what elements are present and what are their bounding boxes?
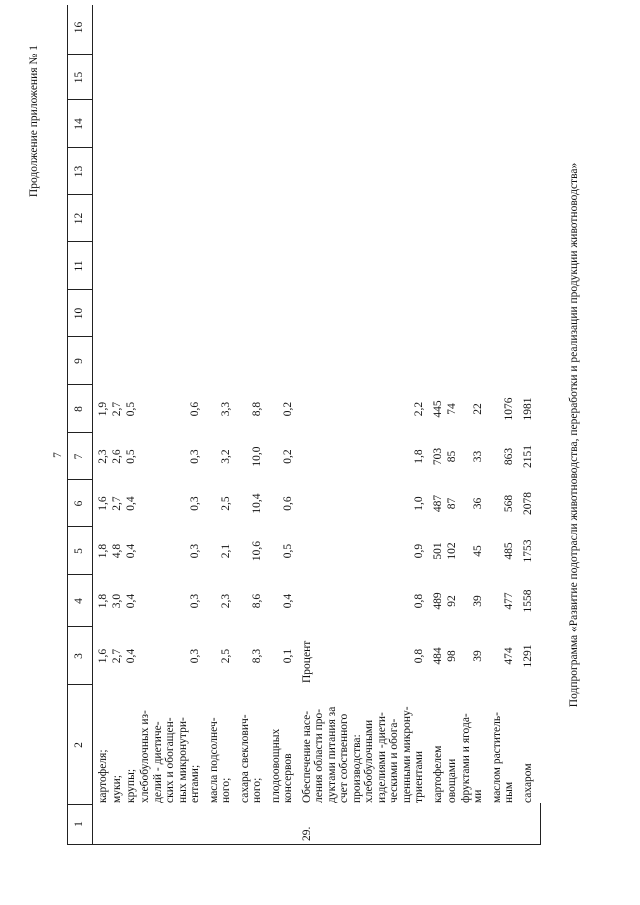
cell-value: 0,5: [125, 401, 137, 417]
cell-value: 474: [503, 647, 515, 665]
header-col-15: 15: [73, 71, 85, 84]
cell-value: 1,0: [413, 496, 425, 511]
cell-value: 1,8: [97, 543, 109, 559]
cell-value: 1,6: [97, 648, 109, 664]
row-label-line: ных микронутри-: [176, 717, 189, 803]
header-col-16: 16: [73, 21, 85, 34]
header-col-divider: [67, 289, 92, 290]
cell-value: 1076: [503, 397, 515, 421]
header-col-11: 11: [73, 260, 85, 272]
cell-value: 1291: [521, 644, 534, 668]
row-label-line: Обеспечение насе-: [300, 710, 313, 803]
header-col-divider: [67, 99, 92, 100]
cell-value: 10,6: [251, 540, 263, 562]
row-label-line: ми: [472, 789, 484, 803]
cell-value: 863: [503, 447, 515, 466]
header-col-7: 7: [73, 453, 85, 460]
cell-value: 1,6: [97, 496, 109, 511]
cell-value: 10,0: [251, 446, 263, 467]
cell-value: 1,8: [413, 449, 425, 464]
row-label-line: ентами;: [189, 764, 201, 803]
row-label-line: ских и обогащен-: [164, 717, 176, 803]
header-col-6: 6: [73, 500, 85, 507]
row-label-line: овощами: [445, 758, 458, 803]
header-col-5: 5: [73, 548, 85, 554]
row-label-line: хлебобулочными: [363, 719, 375, 803]
header-col-divider: [67, 54, 92, 55]
cell-value: 0,3: [189, 648, 201, 664]
cell-value: 10,4: [251, 493, 263, 514]
row-label-line: плодоовощных: [269, 728, 282, 803]
row-label-line: триентами: [413, 750, 425, 803]
row-label-line: ного;: [220, 777, 232, 803]
cell-value: 1,8: [97, 593, 109, 609]
cell-value: 36: [472, 497, 484, 510]
cell-value: 0,6: [189, 401, 201, 417]
row-label-line: сахара свеклович-: [238, 714, 251, 803]
row-label-line: картофелем: [431, 745, 444, 803]
cell-value: 0,1: [282, 648, 294, 664]
header-bottom-border: [92, 5, 93, 845]
cell-value: 39: [472, 650, 484, 662]
header-col-1: 1: [73, 821, 85, 827]
cell-value: 22: [472, 403, 484, 415]
cell-value: 4,8: [111, 543, 123, 559]
cell-value: 0,4: [282, 593, 294, 609]
row-label-line: производства:: [350, 734, 363, 803]
header-col-divider: [67, 479, 92, 480]
cell-value: 1981: [521, 397, 534, 421]
row-label-line: фруктами и ягода-: [459, 713, 472, 803]
cell-value: 0,8: [413, 648, 425, 664]
cell-value: 0,4: [125, 593, 137, 609]
row-label-line: крупы;: [125, 768, 137, 803]
header-col-9: 9: [73, 358, 85, 364]
cell-value: 0,9: [413, 543, 425, 559]
cell-value: 489: [431, 592, 444, 610]
cell-value: 85: [445, 450, 458, 463]
cell-value: 0,4: [125, 648, 137, 664]
header-col-divider: [67, 526, 92, 527]
cell-value: 568: [503, 494, 515, 513]
row-label-line: ления области про-: [313, 708, 325, 803]
header-col-divider: [67, 194, 92, 195]
cell-value: 3,3: [220, 401, 232, 417]
row-unit: Процент: [300, 640, 313, 683]
header-col-divider: [67, 336, 92, 337]
cell-value: 501: [431, 542, 444, 560]
cell-value: 1753: [521, 539, 534, 563]
page-number: 7: [52, 452, 64, 458]
page-footer: Подпрограмма «Развитие подотрасли животноводства, переработки и реализации продукции животноводства»: [568, 162, 580, 708]
header-col-divider: [67, 147, 92, 148]
cell-value: 2,1: [220, 543, 232, 559]
appendix-note: Продолжение приложения № 1: [28, 45, 40, 198]
cell-value: 0,2: [282, 449, 294, 464]
row-label-line: сахаром: [521, 763, 534, 803]
header-col-10: 10: [73, 307, 85, 320]
table-top-border: [67, 5, 68, 845]
row-label-line: консервов: [282, 753, 294, 803]
cell-value: 0,3: [189, 496, 201, 511]
cell-value: 2151: [521, 445, 534, 468]
cell-value: 74: [445, 403, 458, 415]
cell-value: 33: [472, 450, 484, 463]
row-label-line: изделиями -диети-: [375, 712, 388, 803]
cell-value: 477: [503, 592, 515, 610]
cell-value: 484: [431, 647, 444, 665]
cell-value: 3,2: [220, 449, 232, 464]
cell-value: 102: [445, 542, 458, 560]
cell-value: 2,5: [220, 648, 232, 664]
cell-value: 92: [445, 595, 458, 607]
row-label-line: ческими и обога-: [388, 718, 400, 803]
header-col-divider: [67, 432, 92, 433]
cell-value: 0,3: [189, 449, 201, 464]
cell-value: 485: [503, 542, 515, 560]
cell-value: 0,3: [189, 543, 201, 559]
row-label-line: ного;: [251, 777, 263, 803]
cell-value: 0,5: [282, 543, 294, 559]
cell-value: 0,3: [189, 593, 201, 609]
row-label-line: картофеля;: [97, 749, 109, 803]
header-col-divider: [67, 626, 92, 627]
cell-value: 1,9: [97, 401, 109, 417]
row-label-line: дуктами питания за: [325, 706, 338, 803]
header-col-3: 3: [73, 653, 85, 659]
cell-value: 0,4: [125, 543, 137, 559]
cell-value: 0,4: [125, 496, 137, 511]
cell-value: 2,6: [111, 449, 123, 464]
header-col-12: 12: [73, 212, 85, 225]
table-bottom-border: [540, 805, 541, 845]
table-left-border: [67, 844, 540, 845]
cell-value: 87: [445, 497, 458, 510]
cell-value: 8,6: [251, 593, 263, 609]
header-col-divider: [67, 574, 92, 575]
row-label-line: масла подсолнеч-: [207, 717, 220, 803]
cell-value: 8,3: [251, 648, 263, 664]
cell-value: 2,7: [111, 496, 123, 511]
cell-value: 0,8: [413, 593, 425, 609]
cell-value: 45: [472, 545, 484, 557]
cell-value: 2,5: [220, 496, 232, 511]
cell-value: 487: [431, 494, 444, 513]
row-label-line: маслом раститель-: [490, 712, 503, 803]
header-col-14: 14: [73, 118, 85, 130]
cell-value: 2,2: [413, 401, 425, 417]
header-col-4: 4: [73, 598, 85, 604]
row-label-line: муки;: [111, 775, 123, 803]
header-col-divider: [67, 804, 92, 805]
cell-value: 2,7: [111, 401, 123, 417]
row-label-line: ным: [503, 781, 515, 803]
header-col-divider: [67, 684, 92, 685]
cell-value: 703: [431, 447, 444, 466]
cell-value: 98: [445, 650, 458, 662]
header-col-13: 13: [73, 165, 85, 178]
cell-value: 2,3: [97, 449, 109, 464]
cell-value: 0,5: [125, 449, 137, 464]
cell-value: 1558: [521, 589, 534, 613]
cell-value: 8,8: [251, 401, 263, 417]
cell-value: 3,0: [111, 593, 123, 609]
row-label-line: щенными микрону-: [400, 706, 413, 803]
row-label-line: делий - диетиче-: [151, 721, 164, 803]
row-number: 29.: [300, 826, 313, 841]
header-col-8: 8: [73, 406, 85, 412]
header-col-divider: [67, 384, 92, 385]
header-col-divider: [67, 241, 92, 242]
cell-value: 0,2: [282, 401, 294, 417]
cell-value: 39: [472, 595, 484, 607]
row-label-line: счет собственного: [338, 713, 350, 803]
cell-value: 445: [431, 400, 444, 418]
cell-value: 2,7: [111, 648, 123, 664]
cell-value: 2,3: [220, 593, 232, 609]
cell-value: 2078: [521, 492, 534, 515]
header-col-2: 2: [73, 742, 85, 748]
row-label-line: хлебобулочных из-: [139, 710, 151, 803]
cell-value: 0,6: [282, 496, 294, 511]
